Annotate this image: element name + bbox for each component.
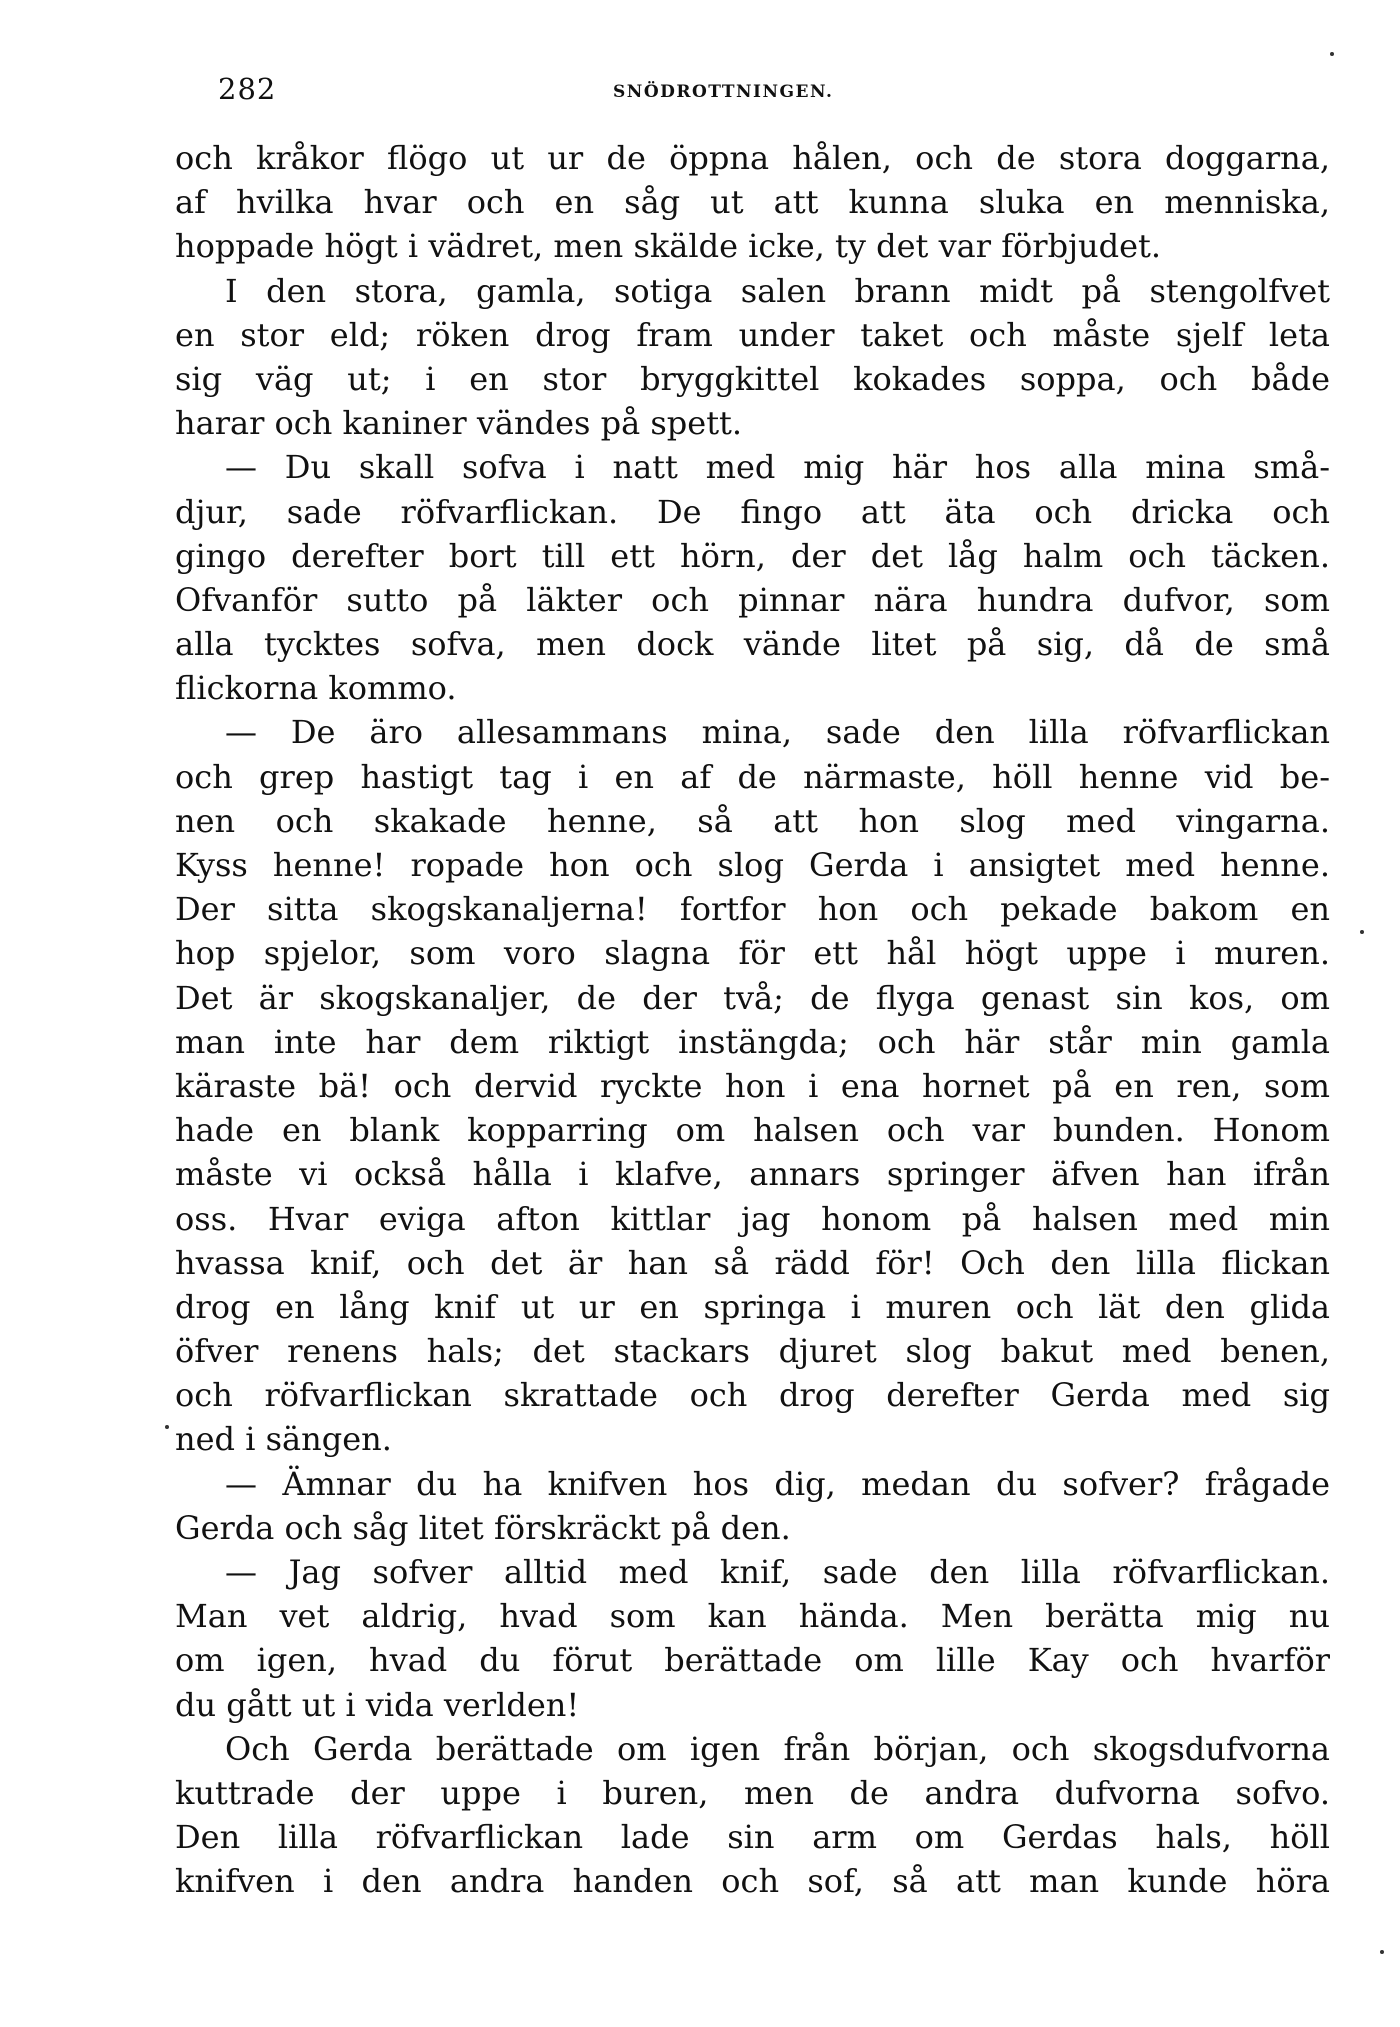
print-speck [1330,52,1334,56]
text-line: Kyss henne! ropade hon och slog Gerda i ansigtet med henne. [175,846,1330,884]
text-line: — De äro allesammans mina, sade den lilla röfvarflickan [225,713,1330,752]
print-speck [1380,1950,1384,1954]
text-line: Och Gerda berättade om igen från början, och skogsdufvorna [225,1729,1330,1768]
text-line: flickorna kommo. [175,669,457,708]
text-line: käraste bä! och dervid ryckte hon i ena hornet på en ren, som [175,1066,1330,1105]
text-line: drog en lång knif ut ur en springa i muren och lät den glida [175,1287,1330,1326]
text-line: och röfvarflickan skrattade och drog derefter Gerda med sig [175,1376,1330,1415]
text-line: knifven i den andra handen och sof, så att man kunde höra [175,1862,1330,1901]
text-line: Det är skogskanaljer, de der två; de flyga genast sin kos, om [175,978,1330,1017]
text-line: Den lilla röfvarflickan lade sin arm om Gerdas hals, höll [175,1818,1330,1857]
text-line: ned i sängen. [175,1420,392,1459]
text-line: måste vi också hålla i klafve, annars springer äfven han ifrån [175,1155,1330,1194]
text-line: en stor eld; röken drog fram under taket och måste sjelf leta [175,315,1330,354]
text-line: oss. Hvar eviga afton kittlar jag honom på halsen med min [175,1199,1330,1238]
text-line: I den stora, gamla, sotiga salen brann midt på stengolfvet [225,271,1330,310]
text-line: djur, sade röfvarflickan. De fingo att äta och dricka och [175,492,1330,531]
running-title: SNÖDROTTNINGEN. [613,82,834,102]
page-number: 282 [218,72,277,106]
text-line: sig väg ut; i en stor bryggkittel kokades soppa, och både [175,359,1330,398]
text-line: hoppade högt i vädret, men skälde icke, ty det var förbjudet. [175,227,1162,266]
print-speck [165,1425,169,1429]
text-line: och grep hastigt tag i en af de närmaste, höll henne vid be- [175,757,1330,796]
text-line: man inte har dem riktigt instängda; och här står min gamla [175,1022,1330,1061]
text-line: Man vet aldrig, hvad som kan hända. Men berätta mig nu [175,1597,1330,1636]
text-line: Der sitta skogskanaljerna! fortfor hon och pekade bakom en [175,890,1330,929]
text-line: Gerda och såg litet förskräckt på den. [175,1508,791,1547]
text-line: hvassa knif, och det är han så rädd för! Och den lilla flickan [175,1243,1330,1282]
text-line: och kråkor flögo ut ur de öppna hålen, och de stora doggarna, [175,139,1330,177]
text-line: — Ämnar du ha knifven hos dig, medan du sofver? frågade [225,1464,1330,1503]
body-text [175,136,1330,1904]
text-line: af hvilka hvar och en såg ut att kunna sluka en menniska, [175,183,1330,222]
text-line: gingo derefter bort till ett hörn, der det låg halm och täcken. [175,536,1330,575]
text-line: öfver renens hals; det stackars djuret slog bakut med benen, [175,1332,1330,1371]
text-line: hop spjelor, som voro slagna för ett hål högt uppe i muren. [175,934,1330,973]
text-line: harar och kaniner vändes på spett. [175,404,743,443]
text-line: om igen, hvad du förut berättade om lille Kay och hvarför [175,1641,1330,1680]
text-line: Ofvanför sutto på läkter och pinnar nära hundra dufvor, som [175,580,1330,619]
text-line: hade en blank kopparring om halsen och var bunden. Honom [175,1111,1330,1150]
text-line: kuttrade der uppe i buren, men de andra dufvorna sofvo. [175,1773,1330,1812]
print-speck [1360,930,1364,934]
text-line: nen och skakade henne, så att hon slog med vingarna. [175,801,1330,840]
text-line: — Jag sofver alltid med knif, sade den lilla röfvarflickan. [225,1553,1330,1591]
text-line: — Du skall sofva i natt med mig här hos alla mina små- [225,448,1330,487]
text-line: du gått ut i vida verlden! [175,1685,580,1724]
text-line: alla tycktes sofva, men dock vände litet på sig, då de små [175,625,1330,664]
running-head [218,72,1328,112]
